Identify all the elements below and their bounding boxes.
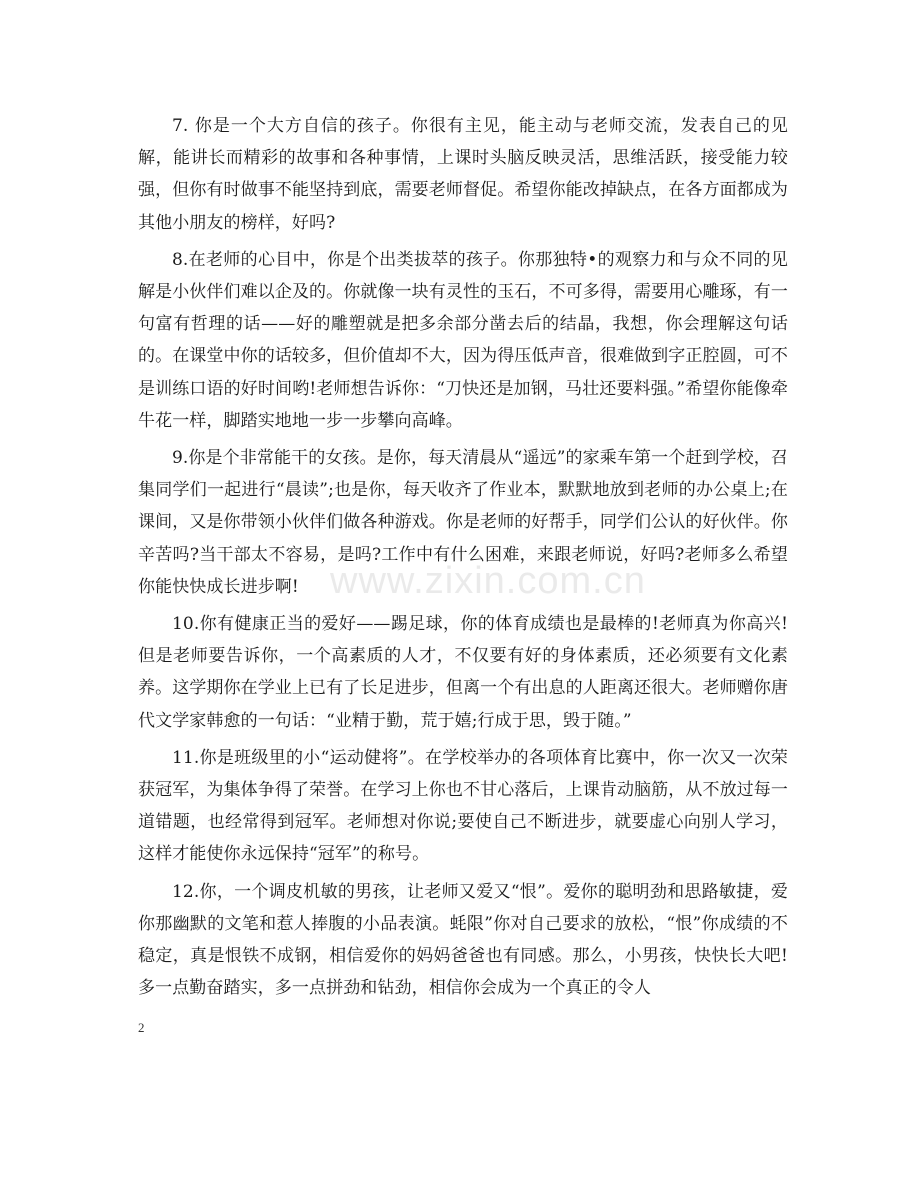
paragraph-10: 10.你有健康正当的爱好——踢足球，你的体育成绩也是最棒的!老师真为你高兴!但是老师要告诉你，一个高素质的人才，不仅要有好的身体素质，还必须要有文化素养。这学期你在学业上已有了长足进步，但离一个有出息的人距离还很大。老师赠你唐代文学家韩愈的一句话：“业精于勤，荒于嬉;行成于思，毁于随。” xyxy=(138,614,788,731)
paragraph-8: 8.在老师的心目中，你是个出类拔萃的孩子。你那独特•的观察力和与众不同的见解是小伙伴们难以企及的。你就像一块有灵性的玉石，不可多得，需要用心雕琢，有一句富有哲理的话——好的雕塑就是把多余部分凿去后的结晶，我想，你会理解这句话的。在课堂中你的话较多，但价值却不大，因为得压低声音，很难做到字正腔圆，可不是训练口语的好时间哟!老师想告诉你：“刀快还是加钢，马壮还要料强。”希望你能像牵牛花一样，脚踏实地地一步一步攀向高峰。 xyxy=(138,249,788,431)
paragraph-11: 11.你是班级里的小“运动健将”。在学校举办的各项体育比赛中，你一次又一次荣获冠军，为集体争得了荣誉。在学习上你也不甘心落后，上课肯动脑筋，从不放过每一道错题，也经常得到冠军。老师想对你说;要使自己不断进步，就要虚心向别人学习，这样才能使你永远保持“冠军”的称号。 xyxy=(138,747,788,865)
document-body xyxy=(138,110,788,1009)
paragraph-9: 9.你是个非常能干的女孩。是你，每天清晨从“遥远”的家乘车第一个赶到学校，召集同学们一起进行“晨读”;也是你，每天收齐了作业本，默默地放到老师的办公桌上;在课间，又是你带领小伙伴们做各种游戏。你是老师的好帮手，同学们公认的好伙伴。你辛苦吗?当干部太不容易，是吗?工作中有什么困难，来跟老师说，好吗?老师多么希望你能快快成长进步啊! xyxy=(138,448,788,597)
paragraph-7: 7. 你是一个大方自信的孩子。你很有主见，能主动与老师交流，发表自己的见解，能讲长而精彩的故事和各种事情，上课时头脑反映灵活，思维活跃，接受能力较强，但你有时做事不能坚持到底，需要老师督促。希望你能改掉缺点，在各方面都成为其他小朋友的榜样，好吗? xyxy=(138,116,788,233)
page-number: 2 xyxy=(138,1020,145,1035)
watermark: www.zixin.com.cn xyxy=(330,560,646,602)
paragraph-12: 12.你，一个调皮机敏的男孩，让老师又爱又“恨”。爱你的聪明劲和思路敏捷，爱你那幽默的文笔和惹人捧腹的小品表演。蚝限”你对自己要求的放松，“恨”你成绩的不稳定，真是恨铁不成钢，相信爱你的妈妈爸爸也有同感。那么，小男孩，快快长大吧!多一点勤奋踏实，多一点拼劲和钻劲，相信你会成为一个真正的令人 xyxy=(138,881,788,999)
